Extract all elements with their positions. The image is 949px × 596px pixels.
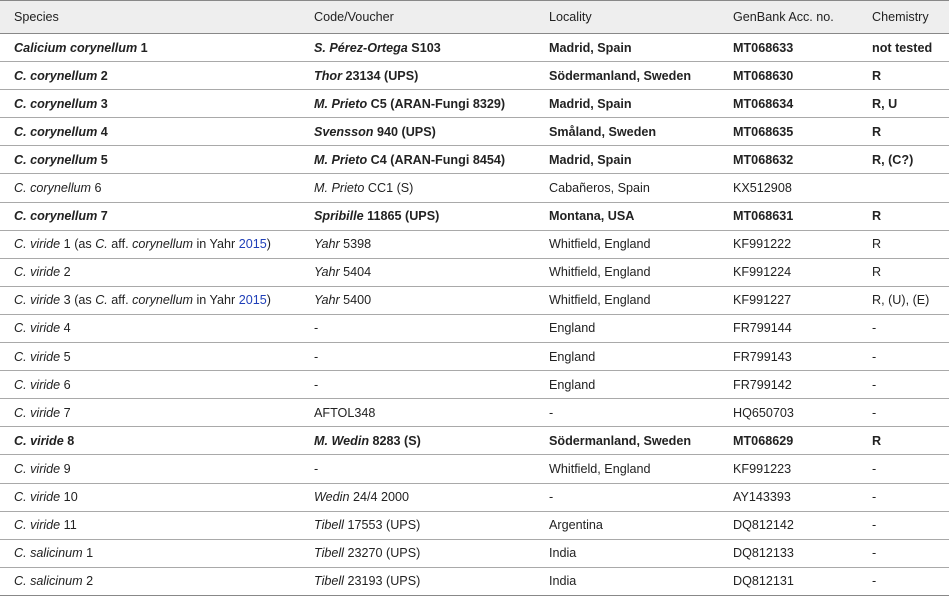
- species-cell: [0, 34, 300, 62]
- voucher-number: 11865 (UPS): [363, 209, 440, 224]
- locality-cell: -: [535, 483, 719, 511]
- note-in: in Yahr: [192, 293, 239, 308]
- species-cell: [0, 146, 300, 174]
- locality-cell: India: [535, 567, 719, 595]
- locality-cell: -: [535, 399, 719, 427]
- table-row: [0, 511, 949, 539]
- species-cell: [0, 174, 300, 202]
- voucher-cell: [300, 202, 535, 230]
- voucher-cell: [300, 511, 535, 539]
- voucher-cell: [300, 90, 535, 118]
- specimen-number: 1: [60, 237, 71, 252]
- specimen-number: 1: [82, 546, 94, 561]
- voucher-number: C5 (ARAN-Fungi 8329): [367, 96, 506, 111]
- genbank-cell: KF991227: [719, 286, 860, 314]
- reference-link-yahr-2015[interactable]: 2015: [238, 293, 267, 308]
- table-row: [0, 146, 949, 174]
- species-name: C. viride: [14, 518, 61, 533]
- header-chemistry: Chemistry: [860, 1, 949, 34]
- chemistry-cell: R: [860, 427, 949, 455]
- species-cell: [0, 483, 300, 511]
- chemistry-cell: -: [860, 399, 949, 427]
- collector-name: M. Wedin: [314, 433, 370, 448]
- species-name: C. salicinum: [14, 546, 83, 561]
- specimen-number: 1: [137, 40, 148, 55]
- table-row: [0, 202, 949, 230]
- species-cell: [0, 455, 300, 483]
- note-close: ): [266, 293, 271, 308]
- species-note: [71, 237, 271, 251]
- voucher-number: 8283 (S): [369, 433, 421, 448]
- locality-cell: Småland, Sweden: [535, 118, 719, 146]
- voucher-number: AFTOL348: [314, 405, 376, 420]
- table-row: [0, 286, 949, 314]
- chemistry-cell: -: [860, 343, 949, 371]
- genbank-cell: AY143393: [719, 483, 860, 511]
- note-epithet: corynellum: [132, 237, 193, 252]
- genbank-cell: FR799143: [719, 343, 860, 371]
- collector-name: Spribille: [314, 209, 364, 224]
- specimen-number: 2: [97, 68, 108, 83]
- collector-name: Yahr: [314, 293, 340, 308]
- collector-name: Yahr: [314, 265, 340, 280]
- voucher-number: -: [314, 349, 319, 364]
- voucher-cell: [300, 286, 535, 314]
- locality-cell: England: [535, 371, 719, 399]
- genbank-cell: DQ812131: [719, 567, 860, 595]
- table-row: [0, 230, 949, 258]
- collector-name: M. Prieto: [314, 152, 368, 167]
- species-name: C. viride: [14, 293, 61, 308]
- voucher-cell: [300, 371, 535, 399]
- voucher-number: -: [314, 461, 319, 476]
- voucher-number: 5400: [339, 293, 372, 308]
- genbank-cell: KF991224: [719, 258, 860, 286]
- species-name: C. viride: [14, 349, 61, 364]
- genbank-cell: KF991223: [719, 455, 860, 483]
- voucher-number: -: [314, 321, 319, 336]
- species-name: C. viride: [14, 265, 61, 280]
- genbank-cell: KX512908: [719, 174, 860, 202]
- voucher-number: -: [314, 377, 319, 392]
- locality-cell: Madrid, Spain: [535, 90, 719, 118]
- chemistry-cell: R: [860, 118, 949, 146]
- voucher-number: 5404: [339, 265, 372, 280]
- specimen-number: 9: [60, 461, 71, 476]
- collector-name: Tibell: [314, 546, 344, 561]
- locality-cell: Södermanland, Sweden: [535, 62, 719, 90]
- locality-cell: Whitfield, England: [535, 455, 719, 483]
- voucher-number: CC1 (S): [364, 181, 414, 196]
- species-cell: [0, 427, 300, 455]
- species-name: C. viride: [14, 321, 61, 336]
- chemistry-cell: R: [860, 202, 949, 230]
- species-name: C. viride: [14, 237, 61, 252]
- locality-cell: India: [535, 539, 719, 567]
- chemistry-cell: -: [860, 567, 949, 595]
- specimen-number: 6: [90, 181, 102, 196]
- specimen-number: 2: [82, 574, 94, 589]
- locality-cell: Södermanland, Sweden: [535, 427, 719, 455]
- species-cell: [0, 399, 300, 427]
- species-cell: [0, 90, 300, 118]
- voucher-number: 5398: [339, 237, 372, 252]
- specimen-number: 5: [60, 349, 71, 364]
- specimen-number: 4: [97, 124, 108, 139]
- collector-name: Wedin: [314, 490, 350, 505]
- genbank-cell: MT068629: [719, 427, 860, 455]
- chemistry-cell: R, (U), (E): [860, 286, 949, 314]
- voucher-cell: [300, 34, 535, 62]
- collector-name: Yahr: [314, 237, 340, 252]
- table-row: [0, 539, 949, 567]
- species-name: C. corynellum: [14, 152, 98, 167]
- table-row: [0, 343, 949, 371]
- note-epithet: corynellum: [132, 293, 193, 308]
- collector-name: Svensson: [314, 124, 374, 139]
- voucher-number: 23193 (UPS): [343, 574, 421, 589]
- species-name: C. corynellum: [14, 209, 98, 224]
- species-cell: [0, 202, 300, 230]
- header-row: [0, 1, 949, 34]
- chemistry-cell: -: [860, 539, 949, 567]
- header-code: Code/Voucher: [300, 1, 535, 34]
- header-genbank: GenBank Acc. no.: [719, 1, 860, 34]
- locality-cell: Whitfield, England: [535, 286, 719, 314]
- specimen-number: 11: [60, 518, 77, 533]
- header-species: Species: [0, 1, 300, 34]
- table-row: [0, 483, 949, 511]
- voucher-number: 940 (UPS): [373, 124, 436, 139]
- table-row: [0, 90, 949, 118]
- genbank-cell: DQ812133: [719, 539, 860, 567]
- genbank-cell: KF991222: [719, 230, 860, 258]
- voucher-number: 24/4 2000: [349, 490, 410, 505]
- table-row: [0, 34, 949, 62]
- chemistry-cell: -: [860, 314, 949, 342]
- species-name: C. viride: [14, 433, 64, 448]
- chemistry-cell: not tested: [860, 34, 949, 62]
- genbank-cell: FR799142: [719, 371, 860, 399]
- voucher-number: 23270 (UPS): [343, 546, 421, 561]
- chemistry-cell: -: [860, 483, 949, 511]
- table-row: [0, 567, 949, 595]
- species-name: C. viride: [14, 461, 61, 476]
- specimen-number: 10: [60, 490, 78, 505]
- genbank-cell: FR799144: [719, 314, 860, 342]
- reference-link-yahr-2015[interactable]: 2015: [238, 237, 267, 252]
- voucher-number: S103: [407, 40, 441, 55]
- genbank-cell: MT068632: [719, 146, 860, 174]
- table-row: [0, 399, 949, 427]
- table-row: [0, 62, 949, 90]
- chemistry-cell: -: [860, 455, 949, 483]
- chemistry-cell: R, (C?): [860, 146, 949, 174]
- species-name: Calicium corynellum: [14, 40, 138, 55]
- genbank-cell: MT068633: [719, 34, 860, 62]
- specimen-number: 7: [60, 405, 71, 420]
- voucher-cell: [300, 567, 535, 595]
- voucher-cell: [300, 455, 535, 483]
- collector-name: Tibell: [314, 574, 344, 589]
- specimen-number: 3: [60, 293, 71, 308]
- species-cell: [0, 258, 300, 286]
- specimen-number: 6: [60, 377, 71, 392]
- species-name: C. viride: [14, 405, 61, 420]
- locality-cell: Argentina: [535, 511, 719, 539]
- species-cell: [0, 539, 300, 567]
- genbank-cell: MT068631: [719, 202, 860, 230]
- chemistry-cell: [860, 174, 949, 202]
- genbank-cell: MT068630: [719, 62, 860, 90]
- genbank-cell: MT068635: [719, 118, 860, 146]
- collector-name: Thor: [314, 68, 342, 83]
- species-name: C. corynellum: [14, 181, 91, 196]
- chemistry-cell: -: [860, 511, 949, 539]
- collector-name: M. Prieto: [314, 96, 368, 111]
- species-cell: [0, 567, 300, 595]
- note-open: (as: [70, 237, 96, 252]
- voucher-cell: [300, 230, 535, 258]
- voucher-number: 17553 (UPS): [343, 518, 421, 533]
- locality-cell: Montana, USA: [535, 202, 719, 230]
- species-cell: [0, 230, 300, 258]
- voucher-cell: [300, 62, 535, 90]
- genbank-cell: HQ650703: [719, 399, 860, 427]
- table-row: [0, 314, 949, 342]
- voucher-cell: [300, 174, 535, 202]
- species-cell: [0, 343, 300, 371]
- voucher-cell: [300, 399, 535, 427]
- species-name: C. corynellum: [14, 96, 98, 111]
- table-row: [0, 118, 949, 146]
- species-name: C. corynellum: [14, 124, 98, 139]
- collector-name: M. Prieto: [314, 181, 365, 196]
- note-genus: C.: [95, 237, 108, 252]
- locality-cell: Cabañeros, Spain: [535, 174, 719, 202]
- species-note: [71, 293, 271, 307]
- specimen-number: 4: [60, 321, 71, 336]
- voucher-number: 23134 (UPS): [341, 68, 419, 83]
- specimen-number: 7: [97, 209, 108, 224]
- voucher-cell: [300, 343, 535, 371]
- table-row: [0, 174, 949, 202]
- species-name: C. salicinum: [14, 574, 83, 589]
- note-aff: aff.: [107, 293, 133, 308]
- species-cell: [0, 286, 300, 314]
- chemistry-cell: -: [860, 371, 949, 399]
- table-row: [0, 427, 949, 455]
- voucher-cell: [300, 258, 535, 286]
- locality-cell: England: [535, 314, 719, 342]
- specimen-number: 5: [97, 152, 108, 167]
- chemistry-cell: R, U: [860, 90, 949, 118]
- species-name: C. viride: [14, 490, 61, 505]
- locality-cell: Madrid, Spain: [535, 34, 719, 62]
- collector-name: S. Pérez-Ortega: [314, 40, 408, 55]
- table-row: [0, 455, 949, 483]
- note-open: (as: [70, 293, 96, 308]
- table-row: [0, 258, 949, 286]
- locality-cell: England: [535, 343, 719, 371]
- specimen-number: 3: [97, 96, 108, 111]
- voucher-cell: [300, 118, 535, 146]
- voucher-cell: [300, 427, 535, 455]
- specimen-number: 8: [63, 433, 75, 448]
- species-cell: [0, 511, 300, 539]
- locality-cell: Whitfield, England: [535, 230, 719, 258]
- locality-cell: Madrid, Spain: [535, 146, 719, 174]
- chemistry-cell: R: [860, 62, 949, 90]
- species-cell: [0, 314, 300, 342]
- voucher-cell: [300, 146, 535, 174]
- chemistry-cell: R: [860, 230, 949, 258]
- species-cell: [0, 62, 300, 90]
- genbank-cell: MT068634: [719, 90, 860, 118]
- species-name: C. corynellum: [14, 68, 98, 83]
- voucher-cell: [300, 483, 535, 511]
- species-cell: [0, 118, 300, 146]
- note-close: ): [266, 237, 271, 252]
- header-locality: Locality: [535, 1, 719, 34]
- species-name: C. viride: [14, 377, 61, 392]
- note-aff: aff.: [107, 237, 133, 252]
- chemistry-cell: R: [860, 258, 949, 286]
- collector-name: Tibell: [314, 518, 344, 533]
- specimen-number: 2: [60, 265, 71, 280]
- note-in: in Yahr: [192, 237, 239, 252]
- table-row: [0, 371, 949, 399]
- species-cell: [0, 371, 300, 399]
- note-genus: C.: [95, 293, 108, 308]
- voucher-cell: [300, 314, 535, 342]
- voucher-cell: [300, 539, 535, 567]
- locality-cell: Whitfield, England: [535, 258, 719, 286]
- voucher-number: C4 (ARAN-Fungi 8454): [367, 152, 506, 167]
- genbank-cell: DQ812142: [719, 511, 860, 539]
